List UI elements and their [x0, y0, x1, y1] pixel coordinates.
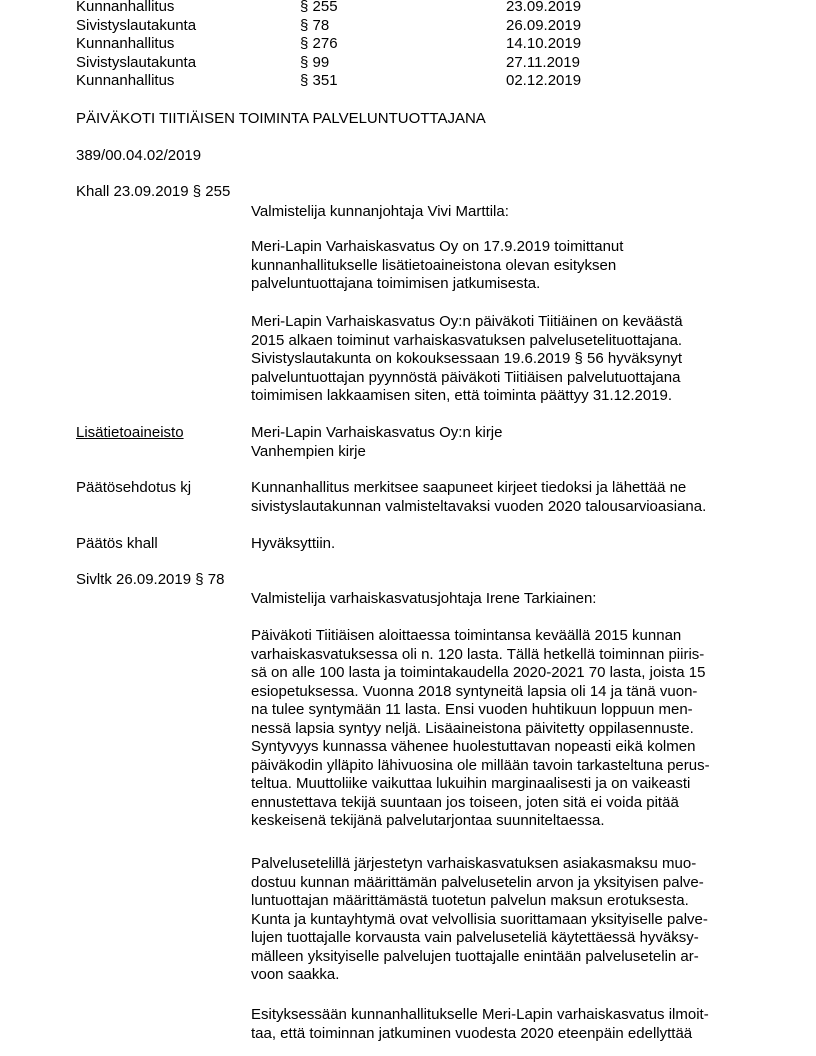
attachment-item: Vanhempien kirje	[251, 442, 366, 460]
text-line: Päiväkoti Tiitiäisen aloittaessa toimintansa keväällä 2015 kunnan	[251, 627, 682, 644]
text-line: teltua. Muuttoliike vaikuttaa lukuihin marginaalisesti ja on vaikeasti	[251, 775, 691, 792]
text-line: keskeisenä tekijänä palvelutarjontaa suunniteltaessa.	[251, 812, 605, 829]
text-line: luntuottajan määrittämästä tuotetun palvelun maksun erotuksesta.	[251, 892, 689, 909]
meeting-date: 27.11.2019	[506, 53, 580, 71]
text-line: Syntyvyys kunnassa vähenee huolestuttavan nopeasti eikä kolmen	[251, 738, 696, 755]
text-line: esiopetuksessa. Vuonna 2018 syntyneitä lapsia oli 14 ja tänä vuon-	[251, 682, 698, 700]
text-line: Meri-Lapin Varhaiskasvatus Oy on 17.9.2019 toimittanut	[251, 238, 624, 255]
sivltk-preparer: Valmistelija varhaiskasvatusjohtaja Irene Tarkiainen:	[251, 590, 597, 607]
proposal-text	[251, 479, 751, 516]
meeting-body: Sivistyslautakunta	[76, 16, 197, 34]
meeting-section: § 99	[300, 53, 330, 71]
text-line: ennustettava tekijä suuntaan jos toiseen, joten sitä ei voida pitää	[251, 793, 679, 811]
meeting-body: Sivistyslautakunta	[76, 53, 197, 71]
text-line: sä on alle 100 lasta ja toimintakaudella 2020-2021 70 lasta, joista 15	[251, 664, 706, 681]
text-line: palveluntuottajan pyynnöstä päiväkoti Tiitiäisen palvelutuottajana	[251, 368, 681, 386]
text-line: toimimisen lakkaamisen siten, että toiminta päättyy 31.12.2019.	[251, 387, 673, 404]
text-line: 2015 alkaen toiminut varhaiskasvatuksen palvelusetelituottajana.	[251, 331, 683, 349]
text-line: na tulee syntymään 11 lasta. Ensi vuoden huhtikuun loppuun men-	[251, 701, 693, 718]
record-number: 389/00.04.02/2019	[76, 147, 202, 164]
khall-preparer: Valmistelija kunnanjohtaja Vivi Marttila:	[251, 203, 509, 220]
meeting-date: 14.10.2019	[506, 35, 582, 52]
proposal-label: Päätösehdotus kj	[76, 479, 192, 496]
sivltk-paragraph-1	[251, 627, 751, 831]
text-line: Kunta ja kuntayhtymä ovat velvollisia suorittamaan yksityiselle palve-	[251, 910, 708, 928]
decision-label: Päätös khall	[76, 535, 158, 552]
attachments-list	[251, 424, 751, 461]
document-title: PÄIVÄKOTI TIITIÄISEN TOIMINTA PALVELUNTUOTTAJANA	[76, 110, 486, 127]
khall-paragraph-2	[251, 313, 751, 406]
sivltk-paragraph-2	[251, 855, 751, 985]
text-line: kunnanhallitukselle lisätietoaineistona olevan esityksen	[251, 256, 617, 274]
text-line: Esityksessään kunnanhallitukselle Meri-Lapin varhaiskasvatus ilmoit-	[251, 1006, 709, 1023]
decision-text: Hyväksyttiin.	[251, 535, 336, 552]
text-line: palveluntuottajana toimimisen jatkumisesta.	[251, 275, 541, 292]
sivltk-heading: Sivltk 26.09.2019 § 78	[76, 571, 225, 588]
khall-paragraph-1	[251, 238, 751, 294]
text-line: varhaiskasvatuksessa oli n. 120 lasta. Tällä hetkellä toiminnan piiris-	[251, 645, 705, 663]
meeting-section: § 255	[300, 0, 338, 15]
meeting-date: 26.09.2019	[506, 16, 582, 34]
meeting-date: 02.12.2019	[506, 72, 582, 89]
text-line: lujen tuottajalle korvausta vain palveluseteliä käytettäessä hyväksy-	[251, 929, 699, 946]
text-line: nessä lapsia syntyy neljä. Lisäaineistona päivitetty oppilasennuste.	[251, 719, 694, 737]
text-line: Meri-Lapin Varhaiskasvatus Oy:n päiväkoti Tiitiäinen on keväästä	[251, 313, 683, 330]
text-line: sivistyslautakunnan valmisteltavaksi vuoden 2020 talousarvioasiana.	[251, 497, 707, 515]
meeting-body: Kunnanhallitus	[76, 0, 175, 15]
text-line: taa, että toiminnan jatkuminen vuodesta 2020 eteenpäin edellyttää	[251, 1024, 693, 1042]
meeting-section: § 276	[300, 35, 338, 52]
meeting-section: § 78	[300, 16, 330, 34]
text-line: päiväkodin ylläpito lähivuosina ole millään tavoin tarkasteltuna perus-	[251, 756, 710, 774]
attachments-label: Lisätietoaineisto	[76, 424, 184, 441]
text-line: dostuu kunnan määrittämän palvelusetelin arvon ja yksityisen palve-	[251, 873, 704, 891]
meeting-section: § 351	[300, 72, 338, 89]
text-line: mälleen yksityiselle palvelujen tuottajalle enintään palvelusetelin ar-	[251, 947, 699, 965]
khall-heading: Khall 23.09.2019 § 255	[76, 183, 231, 200]
sivltk-paragraph-3	[251, 1006, 751, 1043]
text-line: Palvelusetelillä järjestetyn varhaiskasvatuksen asiakasmaksu muo-	[251, 855, 697, 872]
meeting-body: Kunnanhallitus	[76, 72, 175, 89]
meeting-date: 23.09.2019	[506, 0, 582, 15]
text-line: Sivistyslautakunta on kokouksessaan 19.6.2019 § 56 hyväksynyt	[251, 350, 683, 367]
attachment-item: Meri-Lapin Varhaiskasvatus Oy:n kirje	[251, 424, 503, 441]
text-line: voon saakka.	[251, 966, 340, 983]
meeting-body: Kunnanhallitus	[76, 35, 175, 52]
text-line: Kunnanhallitus merkitsee saapuneet kirjeet tiedoksi ja lähettää ne	[251, 479, 687, 496]
